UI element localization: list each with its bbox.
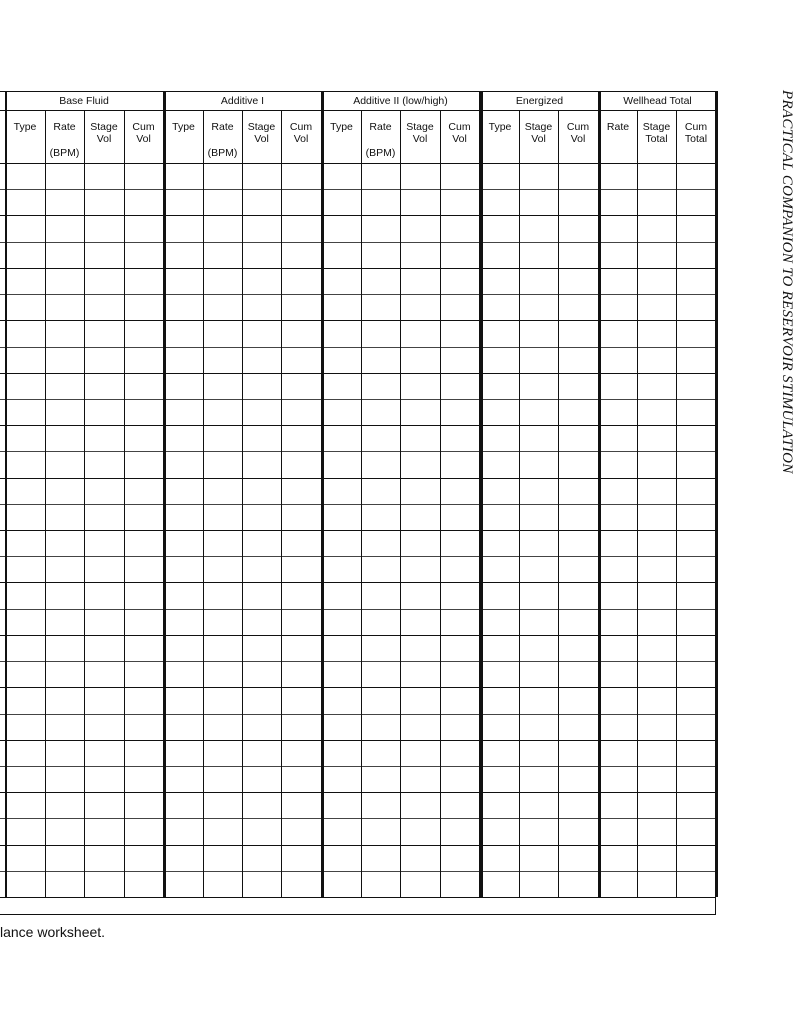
group-divider	[599, 91, 601, 897]
row-subrule	[0, 661, 716, 662]
column-header: Cum Vol	[566, 121, 590, 145]
column-divider	[45, 110, 46, 897]
column-divider	[203, 110, 204, 897]
group-divider	[322, 91, 324, 897]
column-header: Rate	[211, 121, 234, 133]
column-divider	[281, 110, 282, 897]
row-subrule	[0, 242, 716, 243]
row-rule	[0, 478, 716, 479]
column-header: Stage Vol	[90, 121, 118, 145]
column-header: Cum Vol	[289, 121, 313, 145]
row-subrule	[0, 766, 716, 767]
column-header: Rate	[53, 121, 76, 133]
column-divider	[676, 110, 677, 897]
group-divider	[481, 91, 483, 897]
column-divider	[637, 110, 638, 897]
column-header: Cum Vol	[132, 121, 155, 145]
table-body-bottom-rule	[0, 897, 716, 898]
column-divider	[519, 110, 520, 897]
row-subrule	[0, 347, 716, 348]
row-rule	[0, 687, 716, 688]
column-divider	[242, 110, 243, 897]
row-subrule	[0, 504, 716, 505]
group-title: Additive II (low/high)	[353, 95, 448, 107]
column-divider	[361, 110, 362, 897]
column-header: Stage Vol	[406, 121, 434, 145]
group-header-rule	[0, 110, 716, 111]
column-divider	[400, 110, 401, 897]
table-bottom-rule	[0, 914, 716, 915]
column-header: Rate	[369, 121, 392, 133]
row-subrule	[0, 189, 716, 190]
column-header: Stage Total	[642, 121, 671, 145]
column-header: Cum Vol	[448, 121, 471, 145]
column-divider	[558, 110, 559, 897]
group-title: Base Fluid	[59, 95, 109, 107]
column-header: Type	[488, 121, 512, 133]
group-title: Additive I	[220, 95, 265, 107]
row-subrule	[0, 818, 716, 819]
group-title: Energized	[515, 95, 564, 107]
row-rule	[0, 320, 716, 321]
row-subrule	[0, 451, 716, 452]
column-divider	[124, 110, 125, 897]
row-subrule	[0, 871, 716, 872]
group-title: Wellhead Total	[623, 95, 692, 107]
group-divider	[716, 91, 718, 897]
column-unit: (BPM)	[49, 147, 80, 159]
column-header: Type	[13, 121, 37, 133]
column-header: Stage Vol	[247, 121, 276, 145]
row-rule	[0, 635, 716, 636]
row-rule	[0, 530, 716, 531]
column-header: Type	[330, 121, 353, 133]
row-subrule	[0, 399, 716, 400]
column-divider	[440, 110, 441, 897]
row-subrule	[0, 609, 716, 610]
row-rule	[0, 268, 716, 269]
group-divider	[164, 91, 166, 897]
column-divider	[84, 110, 85, 897]
running-head: PRACTICAL COMPANION TO RESERVOIR STIMULATION	[779, 90, 795, 474]
row-rule	[0, 792, 716, 793]
row-rule	[0, 740, 716, 741]
row-rule	[0, 373, 716, 374]
column-header: Rate	[606, 121, 630, 133]
left-edge	[5, 91, 7, 897]
column-header: Type	[172, 121, 195, 133]
row-rule	[0, 425, 716, 426]
row-subrule	[0, 294, 716, 295]
row-rule	[0, 582, 716, 583]
row-rule	[0, 215, 716, 216]
row-subrule	[0, 556, 716, 557]
column-unit: (BPM)	[207, 147, 238, 159]
column-header-rule	[0, 163, 716, 164]
table-top-rule	[0, 91, 716, 92]
column-header: Stage Vol	[524, 121, 553, 145]
figure-caption: lance worksheet.	[0, 924, 106, 940]
row-subrule	[0, 714, 716, 715]
row-rule	[0, 845, 716, 846]
column-unit: (BPM)	[365, 147, 396, 159]
column-header: Cum Total	[684, 121, 708, 145]
